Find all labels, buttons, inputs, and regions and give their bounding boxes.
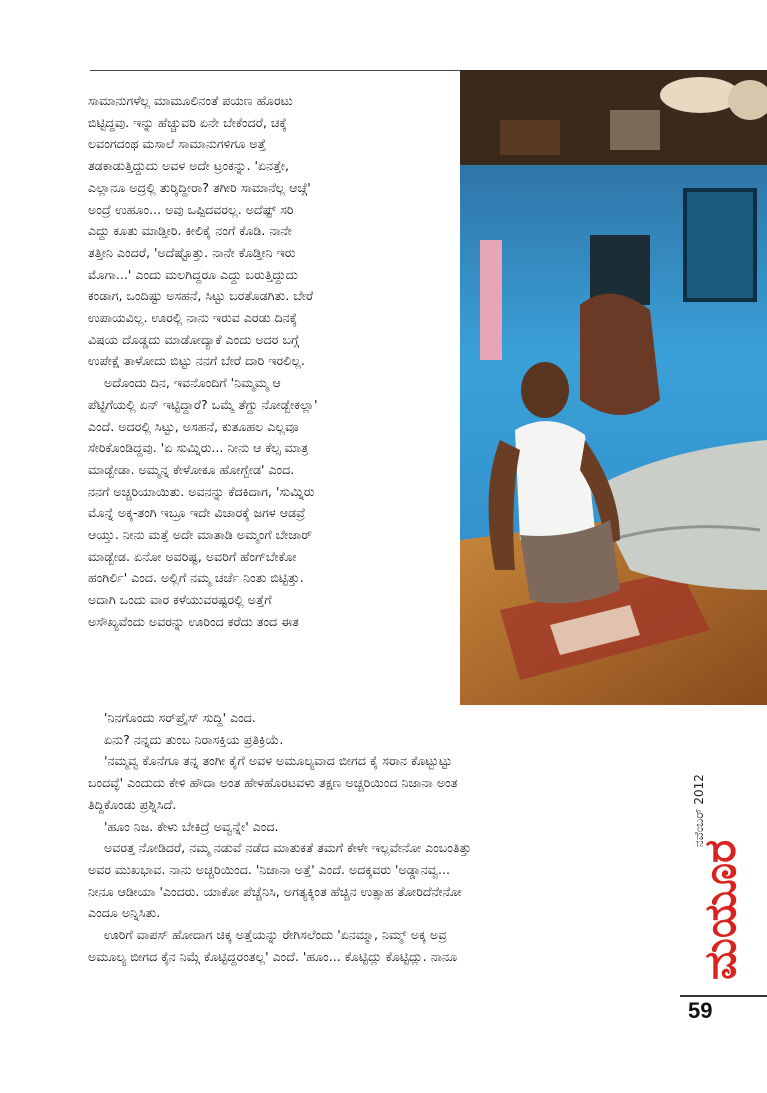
text-line: ಲವಂಗದಂಥ ಮಸಾಲೆ ಸಾಮಾನುಗಳಿಗೂ ಅತ್ತೆ xyxy=(88,136,266,152)
story-column xyxy=(88,90,460,633)
text-line: ಅವರತ್ತ ನೋಡಿದರೆ, ನಮ್ಮ ನಡುವೆ ನಡೆದ ಮಾತುಕತೆ ತಮಗೆ ಕೇಳೇ ಇಲ್ಲವೇನೋ ಎಂಬಂತಿತ್ತು xyxy=(104,840,472,856)
text-line: ಸೇರಿಕೊಂಡಿದ್ದವು. 'ಏ ಸುಮ್ನಿರು... ನೀನು ಆ ಕೆಲ್ಸ ಮಾತ್ರ xyxy=(88,440,309,456)
page-number: 59 xyxy=(688,998,713,1023)
story-illustration xyxy=(460,70,767,705)
text-line: ಎಲ್ಲಾನೂ ಅದ್ರಲ್ಲಿ ತುರ್‍ಕಿದ್ದೀರಾ? ತಗೀರಿ ಸಾಮಾನೆಲ್ಲ ಆಚ್ಗೆ' xyxy=(88,179,311,195)
text-line: ಅವರ ಮುಖಭಾವ. ನಾನು ಅಚ್ಚರಿಯಿಂದ. 'ನಿಜಾನಾ ಅತ್ತೆ' ಎಂದೆ. ಅದಕ್ಕವರು 'ಅಡ್ಡಾನವ್ವ... xyxy=(88,861,451,877)
text-line: ಮೊಗಾ...' ಎಂದು ಮಲಗಿದ್ದರೂ ಎದ್ದು ಬರುತ್ತಿದ್ದುದು xyxy=(88,266,298,282)
text-line: ನೀನೂ ಆಡೀಯಾ 'ಎಂದರು. ಯಾಕೋ ಪೆಚ್ಚೆನಿಸಿ, ಅಗತ್ಯಕ್ಕಿಂತ ಹೆಚ್ಚಿನ ಉತ್ಸಾಹ ತೋರಿದೆನೇನೋ xyxy=(88,883,462,899)
text-line: ಎದ್ದು ಕೂತು ಮಾಡ್ತೀರಿ. ಕೀಲಿಕೈ ನಂಗೆ ಕೊಡಿ. ನಾನೇ xyxy=(88,223,292,239)
text-line: ಬಿಟ್ಟಿದ್ದವು. ಇನ್ನು ಹೆಚ್ಚುವರಿ ಏನೇ ಬೇಕೆಂದರೆ, ಚಕ್ಕೆ xyxy=(88,114,287,130)
text-line: 'ನಿನಗೊಂದು ಸರ್‌ಪ್ರೈಸ್ ಸುದ್ದಿ' ಎಂದ. xyxy=(104,710,256,725)
text-line: ಅಮೂಲ್ಯ ಬೀಗದ ಕೈನ ನಿಮ್ಗೆ ಕೊಟ್ಟಿದ್ದರಂತಲ್ಲ' ಎಂದೆ. 'ಹೂಂ... ಕೊಟ್ಟಿದ್ಲು ಕೊಟ್ಟಿದ್ಲು. ನಾನೂ xyxy=(88,948,458,964)
text-line: ಹಂಗಿರ್ಲಿ' ಎಂದ. ಅಲ್ಲಿಗೆ ನಮ್ಮ ಚರ್ಚೆ ನಿಂತು ಬಿಟ್ಟಿತ್ತು. xyxy=(88,570,304,586)
text-line: ಕಂಡಾಗ, ಒಂದಿಷ್ಟು ಅಸಹನೆ, ಸಿಟ್ಟು ಬರತೊಡಗಿತು. ಬೇರೆ xyxy=(88,288,314,304)
illustration-art xyxy=(460,70,767,705)
text-line: ಪೆಟ್ಟಿಗೆಯಲ್ಲಿ ಏನ್ ಇಟ್ಟಿದ್ದಾರೆ? ಒಮ್ಮೆ ತೆಗ್ದು ನೋಡ್ಬೇಕಲ್ಲಾ' xyxy=(88,396,318,412)
text-line: ಅದೊಂದು ದಿನ, ಇವನೊಂದಿಗೆ 'ನಿಮ್ಮಮ್ಮ ಆ xyxy=(104,375,281,391)
text-line: ಎಂದೂ ಅನ್ನಿಸಿತು. xyxy=(88,905,161,921)
text-line: ಮಾಡ್ಬೇಡಾ. ಅಮ್ಮನ್ನ ಕೇಳೋಕೂ ಹೋಗ್ಬೇಡ' ಎಂದ. xyxy=(88,461,295,477)
text-line: ಆಯ್ತು. ನೀನು ಮತ್ತೆ ಅದೇ ಮಾತಾಡಿ ಅಮ್ಮಂಗೆ ಬೇಜಾರ್ xyxy=(88,527,313,543)
page-number-rule xyxy=(680,995,767,997)
text-line: ಎಂದೆ. ಅದರಲ್ಲಿ ಸಿಟ್ಟು, ಅಸಹನೆ, ಕುತೂಹಲ ಎಲ್ಲವೂ xyxy=(88,418,299,434)
text-line: ಅಸೌಖ್ಯವೆಂದು ಅವರನ್ನು ಊರಿಂದ ಕರೆದು ತಂದ ಈತ xyxy=(88,613,299,629)
text-line: ತಿದ್ದಿಕೊಂಡು ಪ್ರಶ್ನಿಸಿದೆ. xyxy=(88,796,177,812)
text-line: ಉಪಾಯವಿಲ್ಲ. ಊರಲ್ಲಿ ನಾನು ಇರುವ ಎರಡು ದಿನಕ್ಕೆ xyxy=(88,310,298,326)
issue-date: ನವೆಂಬರ್ 2012 xyxy=(692,774,706,847)
masthead-logo xyxy=(683,755,755,985)
text-line: ತಡಕಾಡುತ್ತಿದ್ದುದು ಅವಳ ಅದೇ ಟ್ರಂಕನ್ನು. 'ಏನತ್ತೇ, xyxy=(88,158,290,174)
story-fullwidth xyxy=(88,707,660,967)
text-line: 'ಹೂಂ ನಿಜ. ಕೇಳು ಬೇಕಿದ್ರೆ ಅವ್ವನ್ನೇ' ಎಂದ. xyxy=(104,818,279,834)
text-line: ಅದಾಗಿ ಒಂದು ವಾರ ಕಳೆಯುವರಷ್ಟರಲ್ಲಿ ಅತ್ತೆಗೆ xyxy=(88,592,272,608)
top-rule xyxy=(90,70,460,71)
masthead-name: ಮಯೂರ xyxy=(695,839,746,980)
text-line: ನನಗೆ ಅಚ್ಚರಿಯಾಯಿತು. ಅವನನ್ನು ಕೆದಕಿದಾಗ, 'ಸುಮ್ನಿರು xyxy=(88,483,315,499)
text-line: ಬಂದವ್ಳೆ' ಎಂದುದು ಕೇಳಿ ಹೌದಾ ಅಂತ ಹೇಳಹೊರಟವಳು ತಕ್ಷಣ ಅಚ್ಚರಿಯಿಂದ ನಿಜಾನಾ ಅಂತ xyxy=(88,775,458,791)
text-line: ಊರಿಗೆ ವಾಪಸ್ ಹೋದಾಗ ಚಿಕ್ಕ ಅತ್ತೆಯನ್ನು ರೇಗಿಸಲೆಂದು 'ಏನಮ್ಮಾ, ನಿಮ್ಮ್ ಅಕ್ಕ ಅವ್ರ xyxy=(104,927,447,943)
text-line: ಮಾಡ್ಬೇಡ. ಏನೋ ಅವರಿಷ್ಟ, ಅವರಿಗೆ ಹೆಂಗ್‌ಬೇಕೋ xyxy=(88,548,297,564)
text-line: ಸಾಮಾನುಗಳೆಲ್ಲ ಮಾಮೂಲಿನಂತೆ ಪಯಣ ಹೊರಟು xyxy=(88,93,293,108)
text-line: 'ನಮ್ಮವ್ವ ಕೊನೆಗೂ ತನ್ನ ತಂಗೀ ಕೈಗೆ ಅವಳ ಅಮೂಲ್ಯವಾದ ಬೀಗದ ಕೈ ಸರಾನ ಕೊಟ್ಬುಟ್ಟು xyxy=(104,753,453,769)
text-line: ವಿಷಯ ದೊಡ್ಡದು ಮಾಡೋದ್ಯಾಕೆ ಎಂದು ಅದರ ಬಗ್ಗೆ xyxy=(88,331,300,347)
text-line: ಅಂದ್ರೆ ಉಹೂಂ... ಅವು ಒಪ್ಪಿದವರಲ್ಲ. ಅದೆಷ್ಟ್ ಸರಿ xyxy=(88,201,294,217)
magazine-masthead xyxy=(683,755,755,985)
text-line: ಏನು? ನನ್ನದು ತುಂಬ ನಿರಾಸಕ್ತಿಯ ಪ್ರತಿಕ್ರಿಯೆ. xyxy=(104,731,284,747)
text-line: ಮೊನ್ನೆ ಅಕ್ಕ-ತಂಗಿ ಇಬ್ರೂ ಇದೇ ವಿಚಾರಕ್ಕೆ ಜಗಳ ಆಡವ್ರೆ xyxy=(88,505,306,521)
text-line: ಉಪೇಕ್ಷೆ ತಾಳೋದು ಬಿಟ್ಟು ನನಗೆ ಬೇರೆ ದಾರಿ ಇರಲಿಲ್ಲ. xyxy=(88,353,305,369)
text-line: ತತ್ತೀನಿ ಎಂದರೆ, 'ಅದೆಷ್ಟೊತ್ತು. ನಾನೇ ಕೊಡ್ತೀನಿ ಇರು xyxy=(88,244,296,260)
